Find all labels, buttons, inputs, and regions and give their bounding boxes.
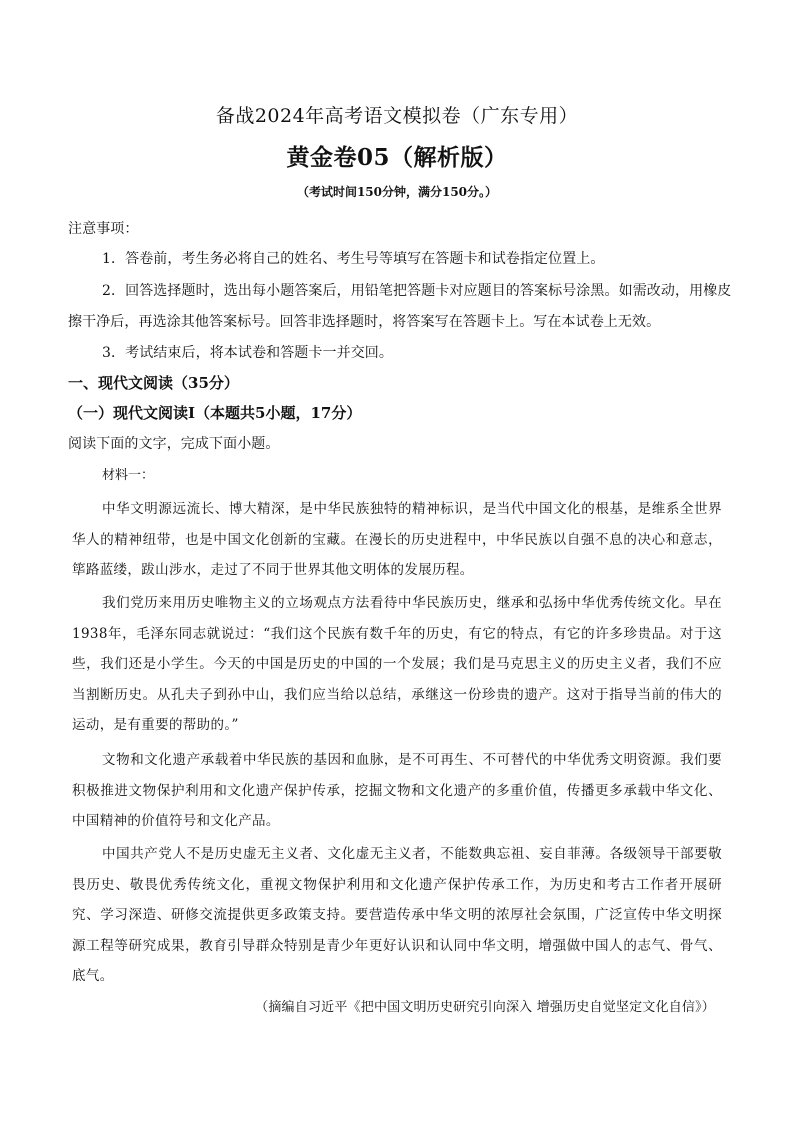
notice-label: 注意事项： [68,221,139,237]
paper-subtitle: 黄金卷05（解析版） [286,144,508,171]
reading-instruction: 阅读下面的文字，完成下面小题。 [68,436,280,452]
exam-time-note: （考试时间150分钟，满分150分。） [296,185,498,199]
notice-item-3: 3．考试结束后，将本试卷和答题卡一并交回。 [102,345,394,361]
body-paragraph-3: 文物和文化遗产承载着中华民族的基因和血脉，是不可再生、不可替代的中华优秀文明资源。我们要积极推进文物保护利用和文化遗产保护传承，挖掘文物和文化遗产的多重价值，传播更多承载中华文化、中国精神的价值符号和文化产品。 [72,752,722,830]
notice-item-2-line-2: 擦干净后，再选涂其他答案标号。回答非选择题时，将答案写在答题卡上。写在本试卷上无效。 [68,314,661,330]
notice-item-2-line-1: 2．回答选择题时，选出每小题答案后，用铅笔把答题卡对应题目的答案标号涂黑。如需改动，用橡皮 [102,283,732,299]
section-subtitle: （一）现代文阅读Ⅰ（本题共5小题，17分） [68,404,362,422]
material-label: 材料一： [102,468,155,483]
source-citation: （摘编自习近平《把中国文明历史研究引向深入 增强历史自觉坚定文化自信》） [255,1000,715,1015]
notice-item-1: 1．答卷前，考生务必将自己的姓名、考生号等填写在答题卡和试卷指定位置上。 [102,251,605,267]
body-paragraph-1: 中华文明源远流长、博大精深，是中华民族独特的精神标识，是当代中国文化的根基，是维系全世界华人的精神纽带，也是中国文化创新的宝藏。在漫长的历史进程中，中华民族以自强不息的决心和意志，筚路蓝缕，跋山涉水，走过了不同于世界其他文明体的发展历程。 [72,501,722,579]
body-paragraph-4: 中国共产党人不是历史虚无主义者、文化虚无主义者，不能数典忘祖、妄自菲薄。各级领导干部要敬畏历史、敬畏优秀传统文化，重视文物保护利用和文化遗产保护传承工作，为历史和考古工作者开展研究、学习深造、研修交流提供更多政策支持。要营造传承中华文明的浓厚社会氛围，广泛宣传中华文明探源工程等研究成果，教育引导群众特别是青少年更好认识和认同中华文明，增强做中国人的志气、骨气、底气。 [72,846,722,985]
section-title: 一、现代文阅读（35分） [68,374,239,392]
exam-title: 备战2024年高考语文模拟卷（广东专用） [215,105,579,127]
body-paragraph-2: 我们党历来用历史唯物主义的立场观点方法看待中华民族历史，继承和弘扬中华优秀传统文化。早在1938年，毛泽东同志就说过：“我们这个民族有数千年的历史，有它的特点，有它的许多珍贵品。对于这些，我们还是小学生。今天的中国是历史的中国的一个发展；我们是马克思主义的历史主义者，我们不应当割断历史。从孔夫子到孙中山，我们应当给以总结，承继这一份珍贵的遗产。这对于指导当前的伟大的运动，是有重要的帮助的。” [72,595,722,734]
